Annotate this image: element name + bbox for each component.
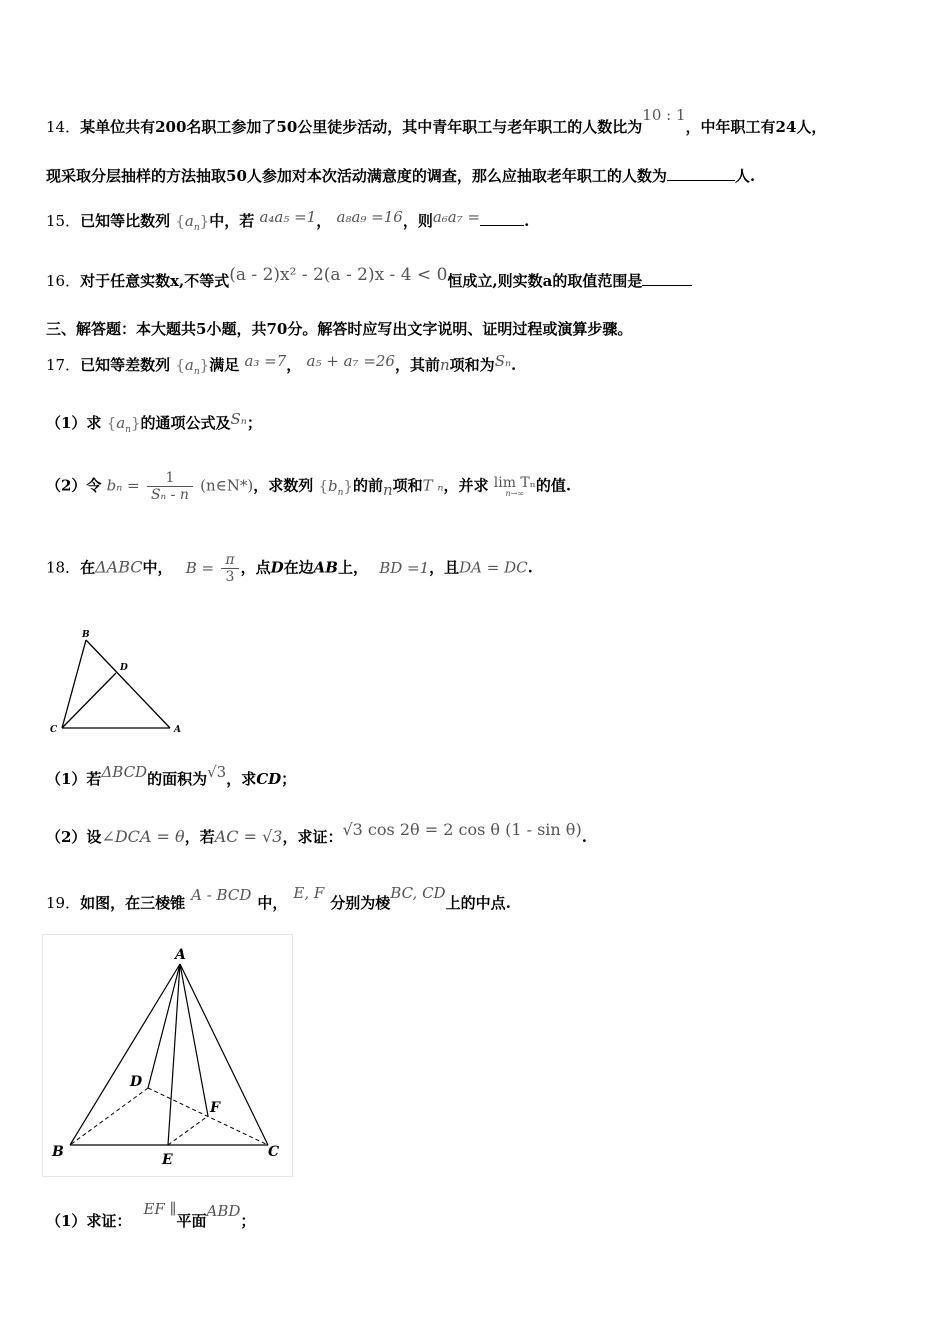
q17-line — [46, 354, 516, 377]
q18-angle-fraction — [221, 552, 238, 585]
q17-part1-label: （1）求 — [46, 414, 102, 432]
q17-cond2: a₅ + a₇ =26 — [306, 352, 395, 370]
q18-part2-ac: AC = √3 — [214, 827, 283, 846]
q18-triangle-figure — [44, 624, 194, 740]
q19-edges: BC, CD — [390, 884, 446, 902]
q17-seq: a — [184, 356, 194, 374]
q15-number: 15． — [46, 212, 81, 230]
q18-text-c: ，点 — [240, 558, 271, 577]
q17-cond1: a₃ =7 — [244, 352, 287, 370]
q17-text-a: 已知等差数列 — [80, 356, 171, 374]
q16-answer-blank[interactable] — [642, 271, 692, 286]
q17-part2-text-a: ，求数列 — [253, 476, 314, 495]
q19-fig-label-c: C — [268, 1144, 280, 1160]
q14-text-a: 某单位共有200名职工参加了50公里徒步活动，其中青年职工与老年职工的人数比为 — [80, 118, 643, 136]
q16-number: 16． — [46, 272, 81, 290]
q18-text-b: 中， — [142, 558, 173, 577]
q17-part1-sum: Sₙ — [230, 410, 247, 428]
q14-text-b: ，中年职工有24人， — [685, 118, 827, 136]
section3-heading: 三、解答题：本大题共5小题，共70分。解答时应写出文字说明、证明过程或演算步骤。 — [46, 320, 633, 338]
q15-answer-blank[interactable] — [480, 211, 524, 226]
q19-text-c: 分别为棱 — [330, 894, 391, 912]
q18-angle-lhs: B = — [185, 558, 215, 577]
q19-part1 — [46, 1200, 256, 1231]
q14-line2 — [46, 165, 755, 186]
q16-line — [46, 265, 692, 291]
q19-part1-text-b: ； — [240, 1212, 256, 1230]
q18-fig-label-d: D — [120, 663, 128, 673]
q19-part1-plane: ABD — [206, 1202, 241, 1220]
q17-part2-n: n — [382, 480, 393, 499]
q18-fig-label-c: C — [50, 725, 58, 735]
q18-line — [46, 552, 533, 585]
q18-text-a: 在 — [80, 558, 96, 577]
q18-fig-label-b: B — [82, 630, 90, 640]
q19-line — [46, 884, 511, 913]
q17-part2-limit-group — [494, 475, 536, 498]
q18-text-g: . — [527, 558, 533, 577]
q18-part1 — [46, 763, 297, 789]
q19-part1-ef: EF ∥ — [143, 1200, 177, 1218]
q14-text-c: 现采取分层抽样的方法抽取50人参加对本次活动满意度的调查，那么应抽取老年职工的人数为 — [46, 167, 667, 185]
q14-number: 14． — [46, 118, 81, 136]
q17-n: n — [440, 356, 450, 374]
q18-part1-text-c: ； — [281, 770, 297, 788]
q17-number: 17． — [46, 356, 81, 374]
q18-side-ab: AB — [313, 558, 338, 577]
q18-part2-text-c: . — [581, 828, 587, 846]
q18-point-d: D — [270, 558, 284, 577]
q17-part2-domain: (n∈N*) — [200, 476, 254, 495]
q17-part2-fraction — [147, 470, 193, 503]
q17-part1-seq-brace: $\{a_n\}$ — [106, 414, 141, 435]
q17-comma: ， — [286, 356, 302, 374]
q19-fig-label-a: A — [175, 947, 186, 963]
q18-part2 — [46, 820, 587, 847]
q18-part2-angle: ∠DCA = θ — [101, 827, 185, 846]
q19-text-a: 如图，在三棱锥 — [80, 894, 186, 912]
q17-part2 — [46, 470, 571, 503]
q15-text-d: . — [524, 212, 530, 230]
q19-solid: A - BCD — [191, 886, 252, 904]
q15-comma1: ， — [316, 212, 332, 230]
q18-part1-area: √3 — [207, 763, 227, 781]
q16-inequality: (a - 2)x² - 2(a - 2)x - 4 < 0 — [229, 265, 448, 285]
q17-part2-text-e: 的值. — [535, 476, 572, 495]
q15-seq-brace: $\{a_n\}$ — [175, 212, 210, 233]
q17-part2-denominator: Sₙ - n — [150, 487, 189, 503]
q18-angle-num: π — [221, 552, 238, 569]
q19-fig-label-f: F — [210, 1100, 220, 1116]
q15-cond2: a₈a₉ =16 — [336, 208, 403, 226]
q17-text-b: 满足 — [209, 356, 240, 374]
q19-part1-label: （1）求证： — [46, 1212, 132, 1230]
q19-text-b: 中， — [257, 894, 288, 912]
q19-fig-label-b: B — [52, 1144, 64, 1160]
q15-text-b: 中，若 — [209, 212, 255, 230]
q18-part1-tri: ΔBCD — [101, 763, 148, 781]
q17-part2-text-b: 的前 — [352, 476, 383, 495]
q17-part2-numerator: 1 — [147, 470, 193, 487]
q17-seq-brace: $\{a_n\}$ — [175, 356, 210, 377]
q18-text-e: 上， — [337, 558, 368, 577]
q17-part2-lhs: bₙ = — [106, 476, 140, 495]
q17-part2-seq: b — [327, 476, 338, 495]
q17-text-c: ，其前 — [394, 356, 440, 374]
q18-part1-label: （1）若 — [46, 770, 102, 788]
q17-sum: Sₙ — [494, 352, 512, 370]
q17-part1-text-b: ； — [246, 414, 262, 432]
q19-number: 19． — [46, 894, 81, 912]
q18-number: 18． — [46, 558, 81, 577]
q18-part1-text-a: 的面积为 — [147, 770, 208, 788]
q17-part2-tsum: T ₙ — [422, 476, 444, 495]
q18-part2-text-b: ，求证： — [282, 828, 343, 846]
q15-target: a₆a₇ = — [432, 208, 481, 226]
q19-part1-text-a: 平面 — [176, 1212, 207, 1230]
q15-line — [46, 210, 529, 233]
q18-part1-cd: CD — [256, 770, 282, 788]
q17-text-d: 项和为 — [449, 356, 495, 374]
q19-fig-label-d: D — [130, 1074, 143, 1090]
q18-bd: BD =1 — [379, 558, 430, 577]
q17-part2-text-c: 项和 — [392, 476, 423, 495]
q19-text-d: 上的中点. — [445, 894, 511, 912]
q19-pyramid-figure — [42, 934, 294, 1178]
q18-part2-label: （2）设 — [46, 828, 102, 846]
q18-angle-den: 3 — [225, 569, 235, 585]
q17-part2-limit: lim Tₙ — [493, 475, 536, 491]
q14-ratio: 10 : 1 — [642, 106, 686, 124]
q18-fig-label-a: A — [174, 725, 181, 735]
q17-part2-limit-sub: n→∞ — [505, 489, 525, 498]
q18-text-d: 在边 — [283, 558, 314, 577]
q19-points: E, F — [293, 884, 325, 902]
q18-part2-text-a: ，若 — [184, 828, 215, 846]
q17-part2-text-d: ，并求 — [443, 476, 489, 495]
q16-text-b: 恒成立,则实数a的取值范围是 — [447, 272, 643, 290]
q14-line1 — [46, 106, 827, 137]
q17-part1-text-a: 的通项公式及 — [140, 414, 231, 432]
q18-part1-text-b: ，求 — [226, 770, 257, 788]
q17-text-e: . — [511, 356, 517, 374]
q17-part1-seq: a — [116, 414, 126, 432]
q14-text-d: 人. — [734, 167, 756, 185]
q15-seq: a — [184, 212, 194, 230]
q17-part2-label: （2）令 — [46, 476, 102, 495]
q16-text-a: 对于任意实数x,不等式 — [80, 272, 230, 290]
q15-cond1: a₄a₅ =1 — [259, 208, 317, 226]
q15-text-c: ，则 — [402, 212, 433, 230]
q18-part2-identity: √3 cos 2θ = 2 cos θ (1 - sin θ) — [342, 820, 582, 839]
q17-part2-seq-brace: $\{b_n\}$ — [318, 476, 353, 498]
q18-text-f: ，且 — [429, 558, 460, 577]
q19-fig-label-e: E — [162, 1152, 173, 1168]
q17-part1 — [46, 412, 262, 435]
q15-text-a: 已知等比数列 — [80, 212, 171, 230]
q18-triangle: ΔABC — [95, 557, 143, 577]
q18-eq: DA = DC — [459, 558, 528, 577]
q14-answer-blank[interactable] — [667, 166, 735, 181]
